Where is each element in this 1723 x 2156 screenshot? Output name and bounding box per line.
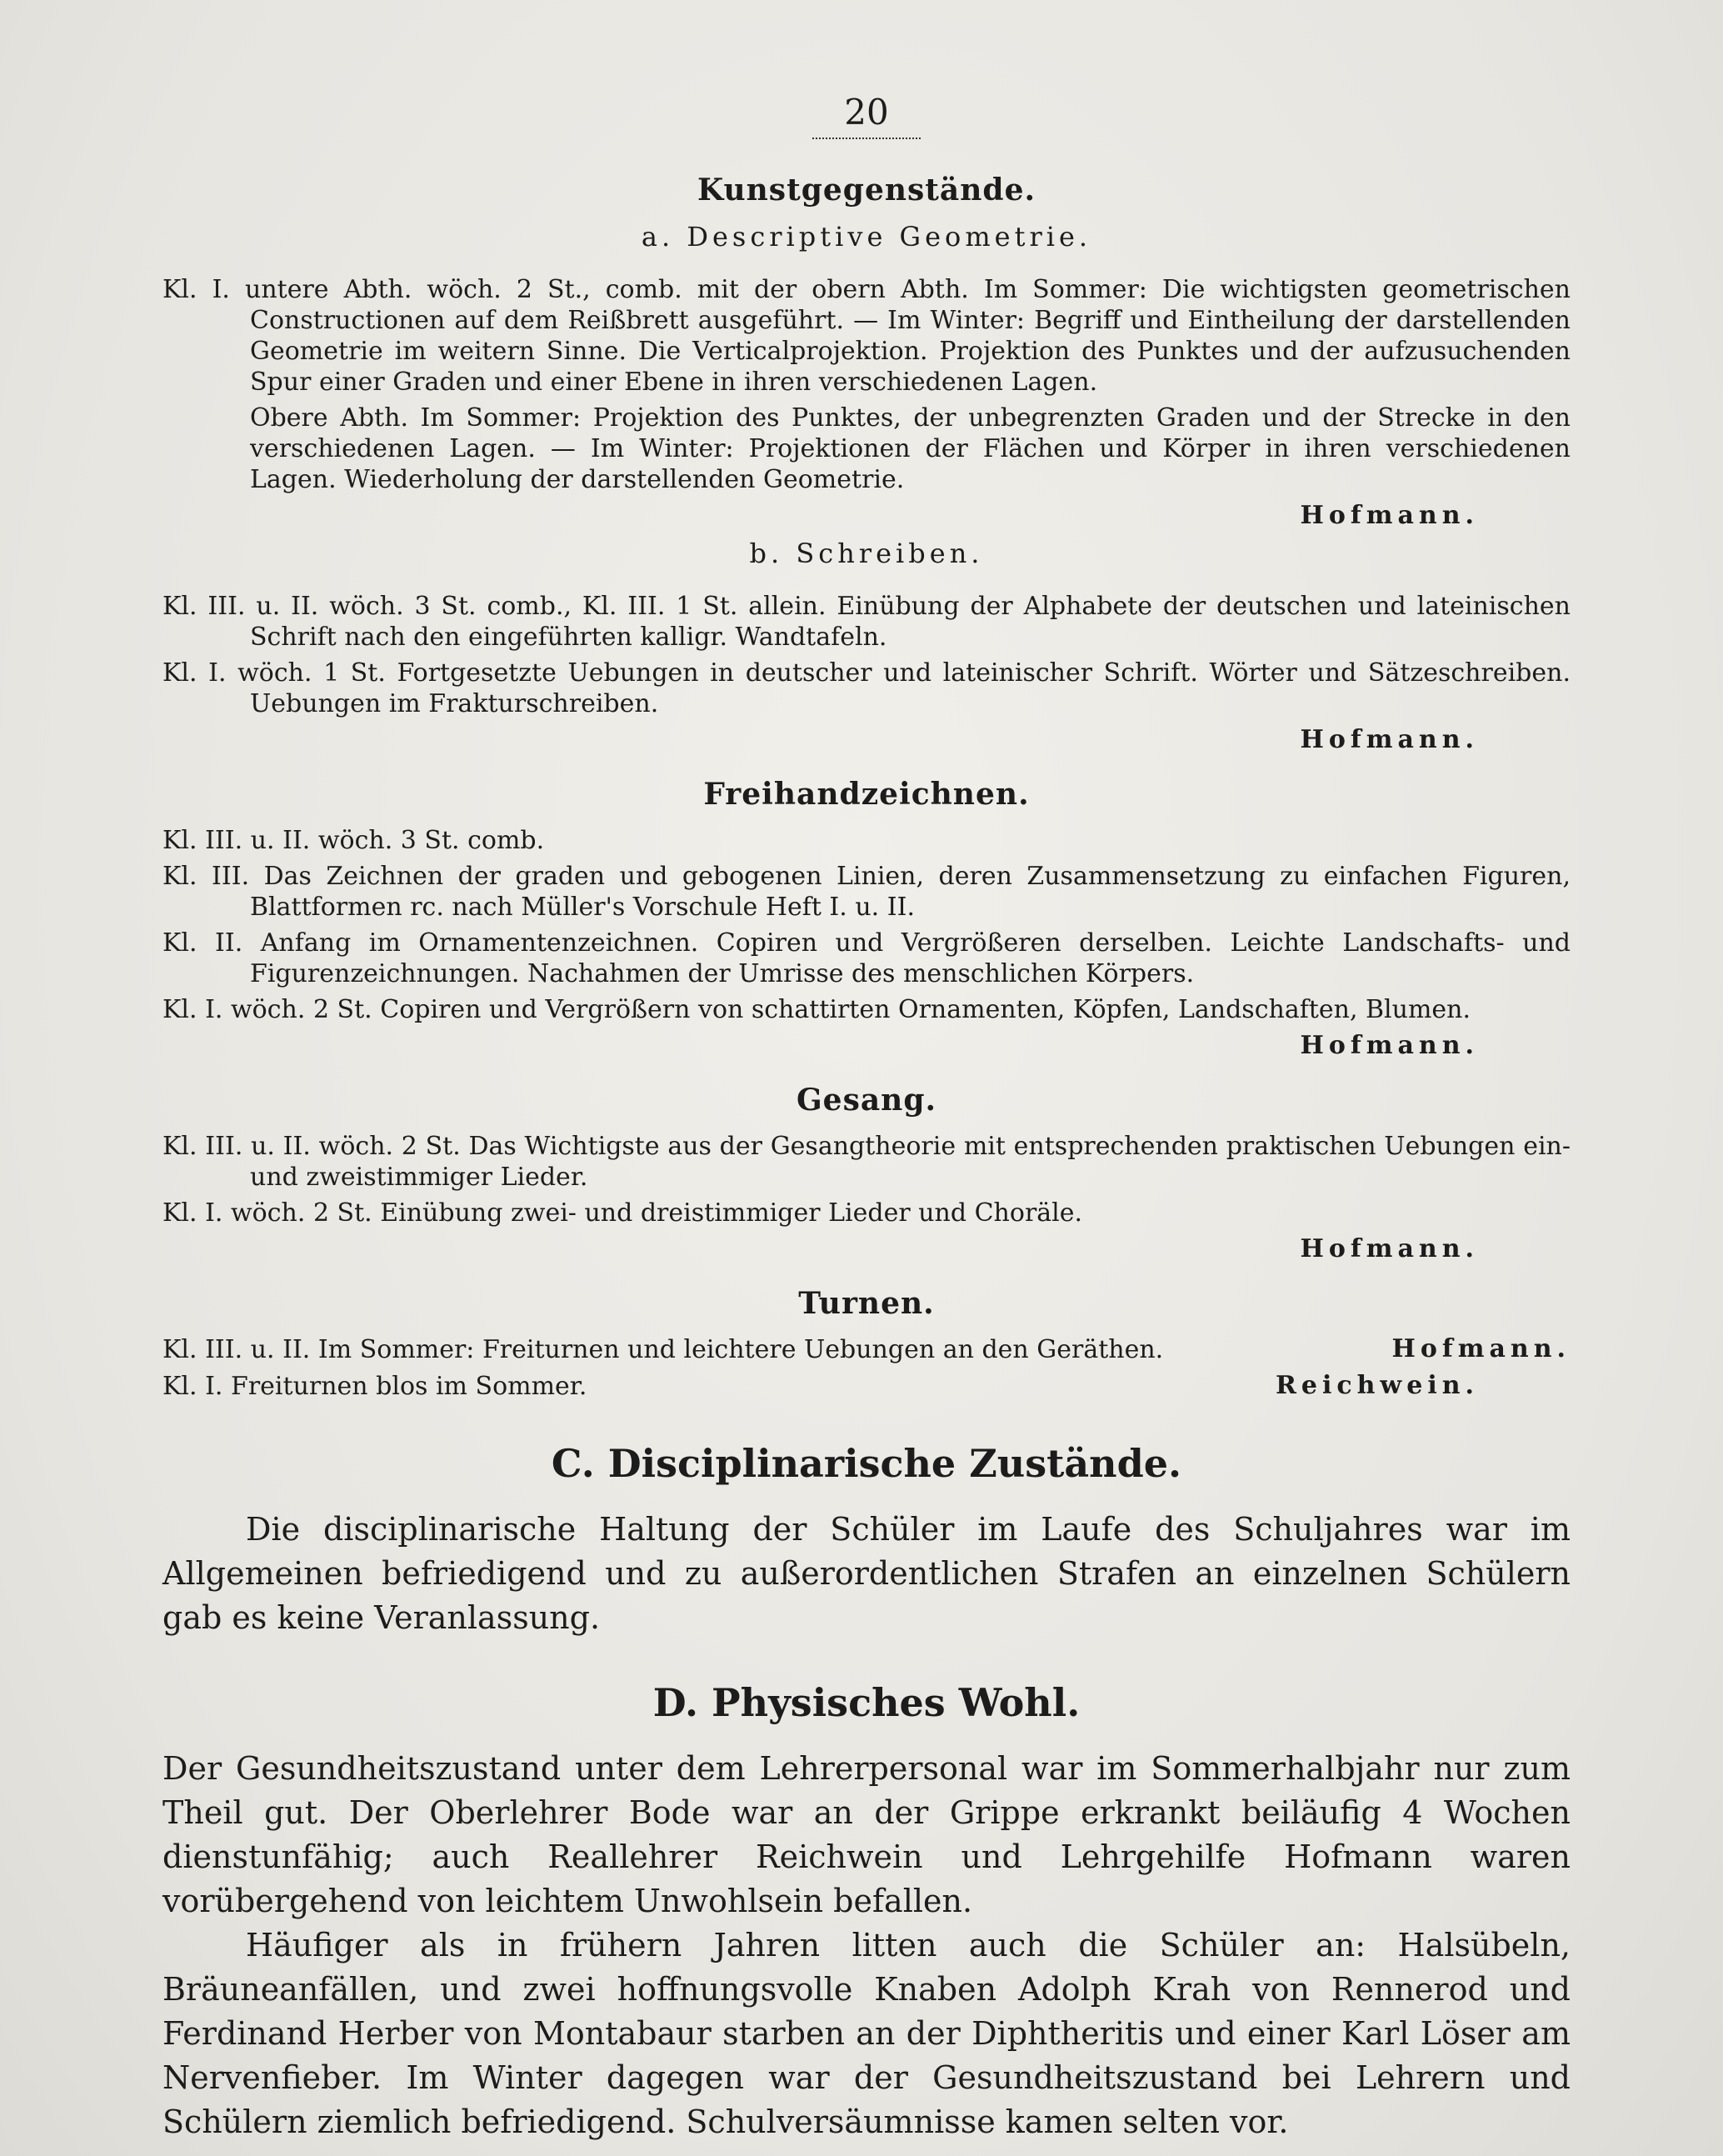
signature-name: Hofmann. — [1300, 501, 1479, 530]
heading-gesang: Gesang. — [796, 1083, 937, 1118]
paragraph-gesundheit-schueler: Häufiger als in frühern Jahren litten auch die Schüler an: Halsübeln, Bräuneanfällen, und zwei hoffnungsvolle Knaben Adolph Krah von Rennerod und Ferdinand Herber von Montabaur starben an der Diphtheritis und einer Karl Löser am Nervenfieber. Im Winter dagegen war der Gesundheitszustand bei Lehrern und Schülern ziemlich befriedigend. Schulversäumnisse kamen selten vor. — [162, 1927, 1571, 2140]
signature-geometrie — [162, 500, 1571, 531]
page-number: 20 — [844, 92, 889, 133]
signature-name: Hofmann. — [1391, 1334, 1571, 1363]
entry-geometrie-untere: Kl. I. untere Abth. wöch. 2 St., comb. mit der obern Abth. Im Sommer: Die wichtigsten geometrischen Constructionen auf dem Reißbrett ausgeführt. — Im Winter: Begriff und Eintheilung der darstellenden Geometrie im weitern Sinne. Die Verticalprojektion. Projektion des Punktes und der aufzusuchenden Spur einer Graden und einer Ebene in ihren verschiedenen Lagen. — [162, 275, 1571, 397]
paragraph-disciplin: Die disciplinarische Haltung der Schüler im Laufe des Schuljahres war im Allgemeinen befriedigend und zu außerordentlichen Strafen an einzelnen Schülern gab es keine Veranlassung. — [162, 1511, 1571, 1636]
paragraph-gesundheit-lehrer: Der Gesundheitszustand unter dem Lehrerpersonal war im Sommerhalbjahr nur zum Theil gut. Der Oberlehrer Bode war an der Grippe erkrankt beiläufig 4 Wochen dienstunfähig; auch Reallehrer Reichwein und Lehrgehilfe Hofmann waren vorübergehend von leichtem Unwohlsein befallen. — [162, 1750, 1571, 1919]
entry-freihand-1: Kl. III. u. II. wöch. 3 St. comb. — [162, 826, 545, 855]
page-content — [162, 92, 1571, 2144]
signature-freihand — [162, 1030, 1571, 1061]
entry-gesang-1: Kl. III. u. II. wöch. 2 St. Das Wichtigste aus der Gesangtheorie mit entsprechenden praktischen Uebungen ein- und zweistimmiger Lieder. — [162, 1132, 1571, 1192]
heading-descriptive-geometrie: a. Descriptive Geometrie. — [641, 221, 1092, 253]
page-number-rule — [812, 138, 921, 139]
signature-schreiben — [162, 724, 1571, 755]
entry-turnen-2: Kl. I. Freiturnen blos im Sommer. — [162, 1372, 587, 1401]
heading-disciplinarische-zustaende: C. Disciplinarische Zustände. — [551, 1441, 1182, 1486]
entry-freihand-4: Kl. I. wöch. 2 St. Copiren und Vergrößern von schattirten Ornamenten, Köpfen, Landschaften, Blumen. — [162, 995, 1471, 1024]
signature-name: Hofmann. — [1300, 1234, 1479, 1263]
entry-turnen-1: Kl. III. u. II. Im Sommer: Freiturnen und leichtere Uebungen an den Geräthen. — [162, 1335, 1164, 1364]
heading-kunstgegenstaende: Kunstgegenstände. — [697, 173, 1036, 208]
entry-freihand-3: Kl. II. Anfang im Ornamentenzeichnen. Copiren und Vergrößeren derselben. Leichte Landschafts- und Figurenzeichnungen. Nachahmen der Umrisse des menschlichen Körpers. — [162, 928, 1571, 988]
signature-name: Reichwein. — [1275, 1371, 1479, 1400]
entry-geometrie-obere: Obere Abth. Im Sommer: Projektion des Punktes, der unbegrenzten Graden und der Strecke in den verschiedenen Lagen. — Im Winter: Projektionen der Flächen und Körper in ihren verschiedenen Lagen. Wiederholung der darstellenden Geometrie. — [250, 403, 1571, 494]
signature-gesang — [162, 1233, 1571, 1264]
heading-schreiben: b. Schreiben. — [749, 538, 984, 569]
entry-freihand-2: Kl. III. Das Zeichnen der graden und gebogenen Linien, deren Zusammensetzung zu einfachen Figuren, Blattformen rc. nach Müller's Vorschule Heft I. u. II. — [162, 862, 1571, 922]
heading-freihandzeichnen: Freihandzeichnen. — [703, 777, 1030, 812]
signature-name: Hofmann. — [1300, 1031, 1479, 1060]
entry-schreiben-kl3-2: Kl. III. u. II. wöch. 3 St. comb., Kl. III. 1 St. allein. Einübung der Alphabete der deutschen und lateinischen Schrift nach den eingeführten kalligr. Wandtafeln. — [162, 592, 1571, 652]
signature-name: Hofmann. — [1300, 725, 1479, 754]
entry-gesang-2: Kl. I. wöch. 2 St. Einübung zwei- und dreistimmiger Lieder und Choräle. — [162, 1198, 1083, 1228]
heading-turnen: Turnen. — [798, 1286, 935, 1321]
entry-schreiben-kl1: Kl. I. wöch. 1 St. Fortgesetzte Uebungen in deutscher und lateinischer Schrift. Wörter und Sätzeschreiben. Uebungen im Frakturschreiben. — [162, 658, 1571, 718]
heading-physisches-wohl: D. Physisches Wohl. — [652, 1680, 1081, 1725]
